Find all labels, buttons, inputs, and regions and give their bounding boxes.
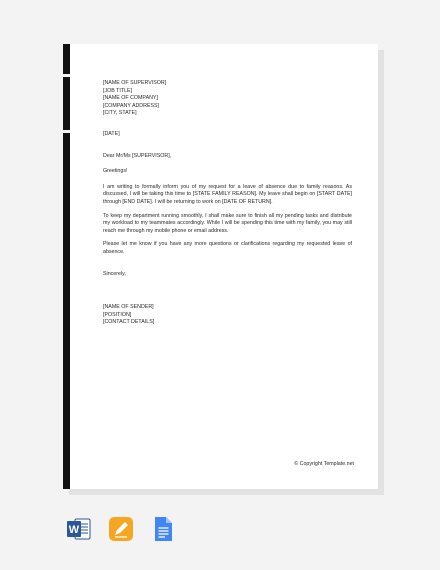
recipient-line: [JOB TITLE] xyxy=(103,87,133,94)
format-icons xyxy=(66,516,176,542)
copyright-footer: © Copyright Template.net xyxy=(294,461,354,468)
google-docs-icon[interactable] xyxy=(150,516,176,542)
recipient-line: [NAME OF SUPERVISOR] xyxy=(103,80,167,86)
recipient-line: [NAME OF COMPANY] xyxy=(103,95,158,102)
sender-line: [CONTACT DETAILS] xyxy=(103,319,155,326)
body-paragraph: I am writing to formally inform you of my request for a leave of absence due to family reasons. As discussed, I will be taking this time to [STATE FAMILY REASON]. My leave shall begin on [START DATE] through [END DATE]. I will be returning to work on [DATE OF RETURN]. xyxy=(103,183,352,205)
sender-line: [NAME OF SENDER] xyxy=(103,304,154,311)
sender-block xyxy=(103,304,352,327)
closing: Sincerely, xyxy=(103,270,126,277)
sender-line: [POSITION] xyxy=(103,311,132,318)
document-preview xyxy=(63,44,378,489)
document-binding xyxy=(63,44,70,489)
recipient-block xyxy=(103,80,352,118)
recipient-line: [COMPANY ADDRESS] xyxy=(103,102,160,109)
body-paragraph: To keep my department running smoothly, I shall make sure to finish all my pending tasks and distribute my workload to my teammates accordingly. While I will be spending this time with my family, you may still reach me through my mobile phone or email address. xyxy=(103,212,352,234)
letter-page xyxy=(70,44,378,489)
salutation: Dear Mr/Ms [SUPERVISOR], xyxy=(103,152,172,159)
recipient-line: [CITY, STATE] xyxy=(103,110,137,117)
pages-icon[interactable] xyxy=(108,516,134,542)
body-paragraph: Please let me know if you have any more questions or clarifications regarding my requested leave of absence. xyxy=(103,241,352,255)
letter-date: [DATE] xyxy=(103,130,120,137)
svg-text:W: W xyxy=(68,524,80,536)
word-icon[interactable] xyxy=(66,516,92,542)
greeting: Greetings! xyxy=(103,168,128,175)
